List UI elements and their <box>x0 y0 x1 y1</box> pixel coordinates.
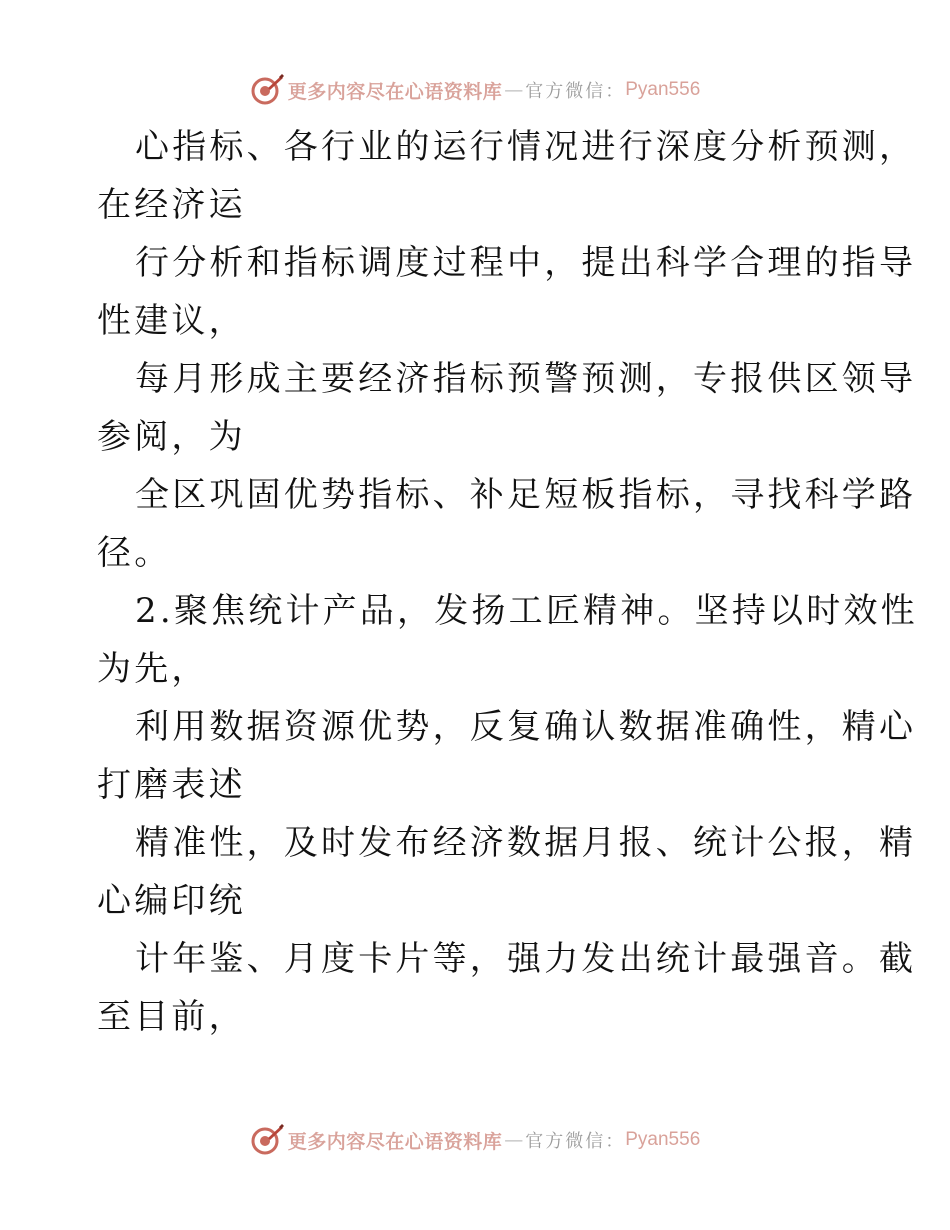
text-line: 打磨表述 <box>97 765 246 805</box>
text-line: 行分析和指标调度过程中，提出科学合理的指导 <box>135 243 917 283</box>
text-line: 计年鉴、月度卡片等，强力发出统计最强音。截 <box>135 939 917 979</box>
pen-logo-icon <box>250 1123 284 1157</box>
text-line: 心指标、各行业的运行情况进行深度分析预测， <box>135 127 917 167</box>
text-line: 在经济运 <box>97 185 246 225</box>
watermark-wechat-label: 官方微信： <box>525 1131 626 1152</box>
watermark-site-text: 更多内容尽在心语资料库 <box>287 80 503 103</box>
watermark-site-text: 更多内容尽在心语资料库 <box>287 1130 503 1153</box>
text-line: 为先， <box>97 649 209 689</box>
text-line: 性建议， <box>97 301 246 341</box>
text-line: 2.聚焦统计产品，发扬工匠精神。坚持以时效性 <box>135 591 918 631</box>
watermark-wechat-label: 官方微信： <box>525 81 626 102</box>
text-line: 每月形成主要经济指标预警预测，专报供区领导 <box>135 359 917 399</box>
header-watermark <box>0 70 950 110</box>
text-line: 利用数据资源优势，反复确认数据准确性，精心 <box>135 707 917 747</box>
text-line: 径。 <box>97 533 172 573</box>
text-line: 精准性，及时发布经济数据月报、统计公报，精 <box>135 823 917 863</box>
pen-logo-icon <box>250 73 284 107</box>
text-line: 参阅，为 <box>97 417 246 457</box>
footer-watermark <box>0 1120 950 1160</box>
watermark-separator: — <box>504 1129 524 1151</box>
text-line: 全区巩固优势指标、补足短板指标，寻找科学路 <box>135 475 917 515</box>
watermark-separator: — <box>504 79 524 101</box>
text-line: 心编印统 <box>97 881 246 921</box>
watermark-wechat-id: Pyan556 <box>625 79 701 100</box>
watermark-wechat-id: Pyan556 <box>625 1129 701 1150</box>
text-line: 至目前， <box>97 997 246 1037</box>
document-body <box>97 118 918 1046</box>
